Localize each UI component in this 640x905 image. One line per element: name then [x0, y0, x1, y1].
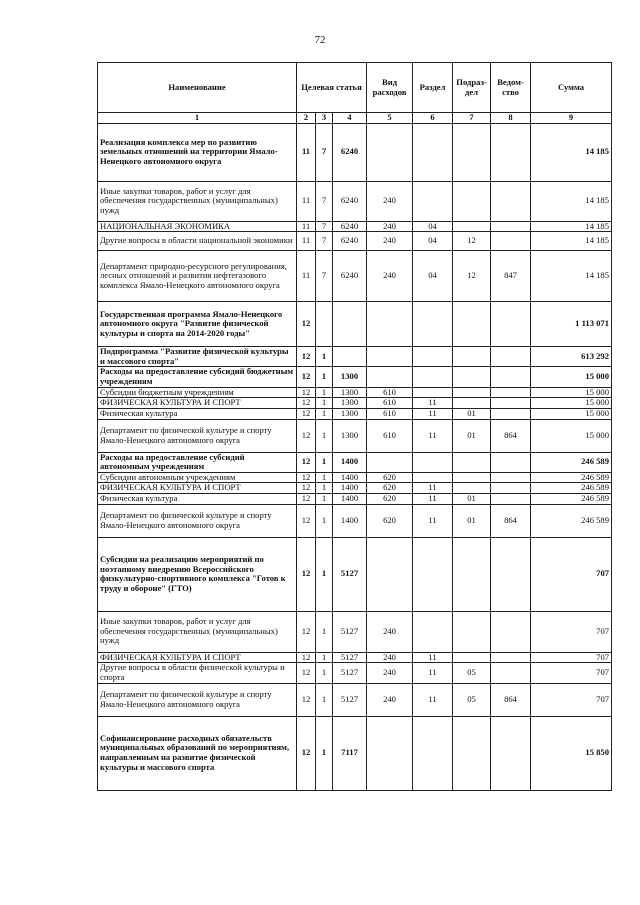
row-target-subprogram: 7 [316, 251, 333, 302]
row-department [491, 181, 531, 221]
row-target-program: 12 [297, 408, 316, 419]
row-name: Реализация комплекса мер по развитию земельных отношений на территории Ямало-Ненецкого автономного округа [98, 123, 297, 181]
row-target-code: 1300 [333, 408, 367, 419]
row-target-program: 12 [297, 494, 316, 505]
row-target-code: 5127 [333, 537, 367, 611]
table-row [98, 483, 612, 494]
row-target-code: 1400 [333, 483, 367, 494]
row-subsection: 01 [453, 419, 491, 452]
row-section: 11 [413, 494, 453, 505]
column-number-row [98, 113, 612, 124]
row-name: Субсидии на реализацию мероприятий по поэтапному внедрению Всероссийского физкультурно-спортивного комплекса "Готов к труду и обороне" (ГТО) [98, 537, 297, 611]
row-subsection: 12 [453, 251, 491, 302]
row-name: Государственная программа Ямало-Ненецкого автономного округа "Развитие физической культуры и спорта на 2014-2020 годы" [98, 302, 297, 347]
row-target-code [333, 302, 367, 347]
row-section: 04 [413, 251, 453, 302]
row-target-program: 12 [297, 683, 316, 716]
row-subsection [453, 716, 491, 790]
row-section [413, 181, 453, 221]
row-name: Физическая культура [98, 494, 297, 505]
header-expense-type: Вид расходов [367, 63, 413, 113]
row-department [491, 494, 531, 505]
row-target-subprogram: 1 [316, 452, 333, 472]
header-sum: Сумма [531, 63, 612, 113]
row-subsection [453, 652, 491, 663]
row-target-code: 1400 [333, 452, 367, 472]
row-target-subprogram: 7 [316, 221, 333, 232]
row-subsection: 05 [453, 683, 491, 716]
row-sum: 707 [531, 611, 612, 652]
row-sum: 246 589 [531, 472, 612, 483]
row-section [413, 123, 453, 181]
row-target-code: 1400 [333, 494, 367, 505]
header-section: Раздел [413, 63, 453, 113]
row-name: Субсидии автономным учреждениям [98, 472, 297, 483]
row-name: Субсидии бюджетным учреждениям [98, 387, 297, 398]
row-sum: 246 589 [531, 494, 612, 505]
row-sum: 246 589 [531, 483, 612, 494]
row-target-program: 11 [297, 221, 316, 232]
row-section: 11 [413, 683, 453, 716]
row-section: 04 [413, 232, 453, 251]
row-target-program: 12 [297, 716, 316, 790]
row-name: Департамент по физической культуре и спорту Ямало-Ненецкого автономного округа [98, 683, 297, 716]
row-target-program: 11 [297, 251, 316, 302]
row-target-subprogram: 7 [316, 123, 333, 181]
row-expense-type: 620 [367, 472, 413, 483]
table-row [98, 611, 612, 652]
row-sum: 1 113 071 [531, 302, 612, 347]
row-name: Другие вопросы в области национальной экономики [98, 232, 297, 251]
column-number: 3 [316, 113, 333, 124]
row-subsection [453, 387, 491, 398]
row-department [491, 221, 531, 232]
row-expense-type: 240 [367, 663, 413, 683]
table-row [98, 537, 612, 611]
row-expense-type: 240 [367, 221, 413, 232]
row-target-subprogram: 1 [316, 347, 333, 367]
row-subsection: 05 [453, 663, 491, 683]
row-name: НАЦИОНАЛЬНАЯ ЭКОНОМИКА [98, 221, 297, 232]
row-section [413, 716, 453, 790]
table-row [98, 232, 612, 251]
table-row [98, 347, 612, 367]
row-target-program: 12 [297, 611, 316, 652]
row-target-code: 1300 [333, 367, 367, 387]
row-department [491, 472, 531, 483]
row-subsection [453, 537, 491, 611]
row-name: ФИЗИЧЕСКАЯ КУЛЬТУРА И СПОРТ [98, 398, 297, 409]
row-department [491, 232, 531, 251]
row-department: 864 [491, 419, 531, 452]
row-expense-type [367, 716, 413, 790]
row-expense-type: 620 [367, 504, 413, 537]
row-department [491, 663, 531, 683]
table-row [98, 221, 612, 232]
row-sum: 14 185 [531, 232, 612, 251]
row-expense-type: 610 [367, 398, 413, 409]
row-department [491, 398, 531, 409]
row-subsection [453, 123, 491, 181]
row-department [491, 387, 531, 398]
row-name: Расходы на предоставление субсидий бюджетным учреждениям [98, 367, 297, 387]
table-row [98, 251, 612, 302]
row-sum: 15 000 [531, 398, 612, 409]
row-target-code: 6240 [333, 251, 367, 302]
row-subsection: 01 [453, 504, 491, 537]
row-sum: 613 292 [531, 347, 612, 367]
row-name: Софинансирование расходных обязательств муниципальных образований по мероприятиям, направленным на развитие физической культуры и массового спорта [98, 716, 297, 790]
row-department [491, 367, 531, 387]
row-sum: 707 [531, 652, 612, 663]
row-department [491, 483, 531, 494]
header-name: Наименование [98, 63, 297, 113]
row-name: ФИЗИЧЕСКАЯ КУЛЬТУРА И СПОРТ [98, 483, 297, 494]
row-sum: 707 [531, 683, 612, 716]
table-row [98, 408, 612, 419]
row-name: Другие вопросы в области физической культуры и спорта [98, 663, 297, 683]
row-target-program: 12 [297, 387, 316, 398]
row-target-program: 12 [297, 398, 316, 409]
column-number: 6 [413, 113, 453, 124]
table-row [98, 652, 612, 663]
row-target-program: 12 [297, 452, 316, 472]
row-target-subprogram: 1 [316, 398, 333, 409]
row-target-program: 12 [297, 483, 316, 494]
row-target-code: 5127 [333, 611, 367, 652]
row-target-code: 5127 [333, 652, 367, 663]
row-target-subprogram: 1 [316, 652, 333, 663]
row-name: ФИЗИЧЕСКАЯ КУЛЬТУРА И СПОРТ [98, 652, 297, 663]
row-sum: 15 000 [531, 408, 612, 419]
row-expense-type: 240 [367, 652, 413, 663]
row-expense-type: 620 [367, 483, 413, 494]
column-number: 4 [333, 113, 367, 124]
column-number: 5 [367, 113, 413, 124]
row-target-program: 12 [297, 663, 316, 683]
row-section: 11 [413, 408, 453, 419]
row-target-code: 6240 [333, 123, 367, 181]
row-department [491, 302, 531, 347]
table-row [98, 123, 612, 181]
row-section: 11 [413, 652, 453, 663]
row-expense-type: 610 [367, 419, 413, 452]
row-target-program: 12 [297, 504, 316, 537]
row-subsection [453, 221, 491, 232]
row-sum: 15 850 [531, 716, 612, 790]
row-target-subprogram: 1 [316, 419, 333, 452]
table-row [98, 398, 612, 409]
column-number: 7 [453, 113, 491, 124]
row-expense-type [367, 537, 413, 611]
row-target-subprogram: 1 [316, 472, 333, 483]
table-row [98, 683, 612, 716]
row-name: Расходы на предоставление субсидий автономным учреждениям [98, 452, 297, 472]
row-section: 04 [413, 221, 453, 232]
row-target-program: 12 [297, 472, 316, 483]
row-expense-type: 240 [367, 181, 413, 221]
row-department: 864 [491, 683, 531, 716]
row-expense-type: 240 [367, 611, 413, 652]
row-target-program: 12 [297, 652, 316, 663]
row-target-subprogram: 1 [316, 387, 333, 398]
row-expense-type [367, 123, 413, 181]
row-department [491, 652, 531, 663]
page-number: 72 [314, 34, 326, 46]
row-subsection [453, 452, 491, 472]
row-target-program: 12 [297, 347, 316, 367]
table-row [98, 367, 612, 387]
row-sum: 246 589 [531, 452, 612, 472]
row-target-subprogram: 1 [316, 494, 333, 505]
table-row [98, 302, 612, 347]
header-target: Целевая статья [297, 63, 367, 113]
row-section [413, 537, 453, 611]
row-target-program: 11 [297, 232, 316, 251]
table-row [98, 419, 612, 452]
row-sum: 14 185 [531, 221, 612, 232]
row-department [491, 611, 531, 652]
row-target-code: 6240 [333, 232, 367, 251]
row-target-subprogram: 7 [316, 232, 333, 251]
row-target-subprogram: 1 [316, 408, 333, 419]
row-subsection [453, 367, 491, 387]
row-department [491, 347, 531, 367]
row-sum: 14 185 [531, 181, 612, 221]
row-section [413, 452, 453, 472]
row-sum: 14 185 [531, 123, 612, 181]
row-target-subprogram: 1 [316, 611, 333, 652]
budget-table [97, 62, 612, 791]
table-row [98, 452, 612, 472]
table-row [98, 663, 612, 683]
row-target-code: 1400 [333, 504, 367, 537]
row-target-code: 6240 [333, 221, 367, 232]
row-name: Департамент природно-ресурсного регулирования, лесных отношений и развития нефтегазового комплекса Ямало-Ненецкого автономного округа [98, 251, 297, 302]
row-target-code: 7117 [333, 716, 367, 790]
row-target-code [333, 347, 367, 367]
row-subsection [453, 398, 491, 409]
row-target-program: 12 [297, 367, 316, 387]
row-sum: 14 185 [531, 251, 612, 302]
row-target-subprogram: 1 [316, 663, 333, 683]
row-target-subprogram: 7 [316, 181, 333, 221]
row-subsection [453, 302, 491, 347]
table-row [98, 387, 612, 398]
row-expense-type: 240 [367, 251, 413, 302]
row-sum: 707 [531, 537, 612, 611]
row-target-program: 12 [297, 302, 316, 347]
row-department: 847 [491, 251, 531, 302]
row-name: Иные закупки товаров, работ и услуг для обеспечения государственных (муниципальных) нужд [98, 181, 297, 221]
row-expense-type [367, 302, 413, 347]
row-section [413, 302, 453, 347]
row-expense-type: 610 [367, 408, 413, 419]
row-department [491, 537, 531, 611]
table-row [98, 472, 612, 483]
row-subsection [453, 347, 491, 367]
row-sum: 15 000 [531, 367, 612, 387]
row-subsection [453, 483, 491, 494]
row-expense-type: 620 [367, 494, 413, 505]
row-subsection [453, 181, 491, 221]
row-expense-type [367, 367, 413, 387]
row-name: Департамент по физической культуре и спорту Ямало-Ненецкого автономного округа [98, 504, 297, 537]
row-sum: 707 [531, 663, 612, 683]
column-number: 9 [531, 113, 612, 124]
row-subsection: 01 [453, 494, 491, 505]
row-name: Физическая культура [98, 408, 297, 419]
table-row [98, 716, 612, 790]
row-target-code: 1300 [333, 398, 367, 409]
row-department [491, 123, 531, 181]
row-target-program: 11 [297, 181, 316, 221]
row-target-program: 11 [297, 123, 316, 181]
row-section: 11 [413, 504, 453, 537]
row-target-code: 6240 [333, 181, 367, 221]
row-name: Иные закупки товаров, работ и услуг для обеспечения государственных (муниципальных) нужд [98, 611, 297, 652]
row-subsection [453, 472, 491, 483]
row-subsection [453, 611, 491, 652]
row-target-subprogram [316, 302, 333, 347]
table-row [98, 504, 612, 537]
row-section [413, 611, 453, 652]
header-department: Ведом-ство [491, 63, 531, 113]
table-body [98, 123, 612, 790]
row-department [491, 716, 531, 790]
column-number: 1 [98, 113, 297, 124]
row-section: 11 [413, 483, 453, 494]
row-subsection: 12 [453, 232, 491, 251]
row-department [491, 408, 531, 419]
row-target-program: 12 [297, 537, 316, 611]
row-expense-type: 240 [367, 232, 413, 251]
row-section [413, 472, 453, 483]
row-department [491, 452, 531, 472]
row-section [413, 387, 453, 398]
column-number: 2 [297, 113, 316, 124]
row-name: Подпрограмма "Развитие физической культуры и массового спорта" [98, 347, 297, 367]
row-target-code: 1300 [333, 419, 367, 452]
row-target-subprogram: 1 [316, 504, 333, 537]
row-name: Департамент по физической культуре и спорту Ямало-Ненецкого автономного округа [98, 419, 297, 452]
row-section: 11 [413, 663, 453, 683]
header-row [98, 63, 612, 113]
table-row [98, 494, 612, 505]
table-row [98, 181, 612, 221]
row-target-code: 5127 [333, 683, 367, 716]
row-expense-type: 240 [367, 683, 413, 716]
column-number: 8 [491, 113, 531, 124]
row-section: 11 [413, 419, 453, 452]
row-expense-type: 610 [367, 387, 413, 398]
row-section [413, 367, 453, 387]
row-target-subprogram: 1 [316, 483, 333, 494]
row-section: 11 [413, 398, 453, 409]
row-sum: 246 589 [531, 504, 612, 537]
header-subsection: Подраз-дел [453, 63, 491, 113]
row-expense-type [367, 452, 413, 472]
row-target-subprogram: 1 [316, 537, 333, 611]
row-target-subprogram: 1 [316, 367, 333, 387]
row-target-code: 1400 [333, 472, 367, 483]
row-target-subprogram: 1 [316, 716, 333, 790]
row-subsection: 01 [453, 408, 491, 419]
row-sum: 15 000 [531, 387, 612, 398]
row-sum: 15 000 [531, 419, 612, 452]
row-department: 864 [491, 504, 531, 537]
row-target-code: 1300 [333, 387, 367, 398]
row-target-code: 5127 [333, 663, 367, 683]
row-section [413, 347, 453, 367]
row-target-subprogram: 1 [316, 683, 333, 716]
row-expense-type [367, 347, 413, 367]
row-target-program: 12 [297, 419, 316, 452]
